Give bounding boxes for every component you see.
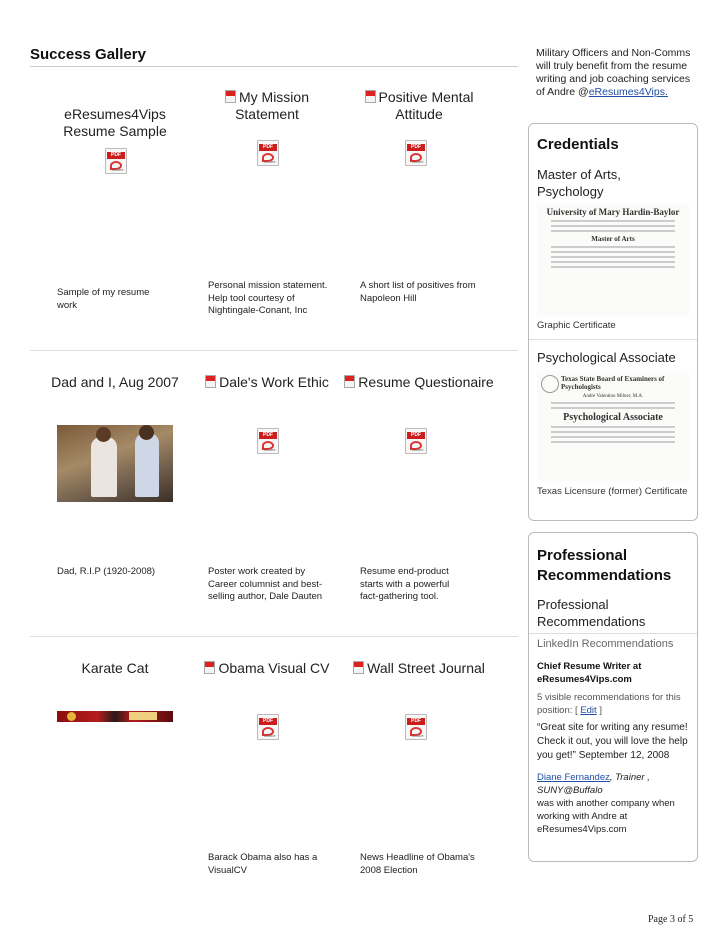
gallery-item-description: Barack Obama also has a VisualCV [208, 852, 318, 876]
karate-cat-banner[interactable] [57, 711, 173, 722]
top-divider [30, 66, 518, 67]
credentials-heading: Credentials [537, 136, 619, 153]
psych-associate-certificate[interactable] [537, 371, 689, 481]
dad-photo[interactable] [57, 425, 173, 502]
gallery-item-description: Resume end-product starts with a powerful fact-gathering tool. [360, 566, 450, 602]
gallery-item-title[interactable]: Resume Questionaire [344, 374, 494, 391]
gallery-item-title[interactable]: Wall Street Journal [344, 660, 494, 677]
recommendations-box [528, 532, 698, 862]
gallery-item-obama-cv[interactable] [192, 660, 342, 677]
gallery-item-description: Dad, R.I.P (1920-2008) [57, 566, 156, 577]
recommender-name-link[interactable]: Diane Fernandez [537, 772, 610, 783]
gallery-item-title[interactable]: eResumes4Vips Resume Sample [63, 106, 167, 139]
eresumes4vips-link[interactable]: eResumes4Vips. [588, 86, 668, 98]
gallery-item-resume-sample[interactable] [40, 106, 190, 140]
gallery-item-title[interactable]: My Mission Statement [192, 89, 342, 123]
cert1-header: University of Mary Hardin-Baylor [546, 207, 680, 217]
recommendations-heading: Professional Recommendations [537, 547, 672, 584]
cert2-header: Texas State Board of Examiners of Psychologists [561, 375, 665, 391]
gallery-title: Success Gallery [30, 46, 146, 63]
gallery-item-work-ethic[interactable] [192, 374, 342, 391]
position-title: Chief Resume Writer at eResumes4Vips.com [537, 661, 642, 685]
gallery-item-karate-cat[interactable] [40, 660, 190, 677]
pdf-small-icon [225, 90, 236, 103]
row-divider [30, 350, 518, 351]
pdf-small-icon [205, 375, 216, 388]
pdf-small-icon [353, 661, 364, 674]
recommendation-quote: “Great site for writing any resume! Check it out, you will love the help you get!” September 12, 2008 [537, 722, 688, 761]
gallery-item-dad[interactable] [40, 374, 190, 391]
page-number: Page 3 of 5 [648, 914, 694, 925]
pdf-icon[interactable]: PDF Adobe [257, 714, 279, 740]
gallery-item-description: Personal mission statement. Help tool courtesy of Nightingale-Conant, Inc [208, 280, 328, 316]
recommendations-subtitle: Professional Recommendations [537, 597, 646, 629]
cert2-title: Psychological Associate [563, 412, 663, 423]
gallery-item-questionaire[interactable] [344, 374, 494, 391]
credential-1-caption: Graphic Certificate [537, 320, 616, 331]
gallery-item-pma[interactable] [344, 89, 494, 123]
gallery-item-description: Sample of my resume work [57, 287, 150, 311]
visible-recommendations-text: 5 visible recommendations for this position: [ Edit ] [537, 692, 681, 716]
master-arts-certificate[interactable] [537, 204, 689, 316]
gallery-item-title[interactable]: Positive Mental Attitude [344, 89, 494, 123]
cert2-name: Andre Valentino Milner, M.A. [582, 394, 644, 399]
gallery-item-description: A short list of positives from Napoleon Hill [360, 280, 476, 304]
pdf-icon[interactable]: PDF Adobe [405, 140, 427, 166]
gallery-item-wsj[interactable] [344, 660, 494, 677]
gallery-item-title[interactable]: Karate Cat [81, 660, 149, 676]
gallery-item-title[interactable]: Dad and I, Aug 2007 [51, 374, 179, 390]
credential-2-caption: Texas Licensure (former) Certificate [537, 486, 688, 497]
pdf-icon[interactable]: PDF Adobe [105, 148, 127, 174]
row-divider [30, 636, 518, 637]
gallery-item-description: News Headline of Obama's 2008 Election [360, 852, 475, 876]
pdf-small-icon [365, 90, 376, 103]
credentials-divider [529, 339, 697, 340]
pdf-icon[interactable]: PDF Adobe [257, 140, 279, 166]
credential-psych-associate-title: Psychological Associate [537, 350, 676, 365]
gallery-item-mission-statement[interactable] [192, 89, 342, 123]
recommendations-divider [529, 633, 697, 634]
pdf-small-icon [204, 661, 215, 674]
recommender-info: Diane Fernandez, Trainer , SUNY@Buffalo was with another company when working with Andre at eResumes4Vips.com [537, 772, 675, 835]
seal-icon [541, 375, 559, 393]
pdf-small-icon [344, 375, 355, 388]
edit-link[interactable]: Edit [580, 705, 597, 716]
credential-master-arts-title: Master of Arts, Psychology [537, 167, 621, 199]
pdf-icon[interactable]: PDF Adobe [405, 428, 427, 454]
gallery-item-description: Poster work created by Career columnist and best-selling author, Dale Dauten [208, 566, 323, 602]
military-services-text: Military Officers and Non-Comms will truly benefit from the resume writing and job coaching services of Andre @eResumes4Vips. [536, 47, 691, 98]
gallery-item-title[interactable]: Dale's Work Ethic [192, 374, 342, 391]
pdf-icon[interactable]: PDF Adobe [257, 428, 279, 454]
cert1-degree: Master of Arts [591, 235, 635, 243]
credentials-box [528, 123, 698, 521]
gallery-item-title[interactable]: Obama Visual CV [192, 660, 342, 677]
pdf-icon[interactable]: PDF Adobe [405, 714, 427, 740]
linkedin-recommendations-label: LinkedIn Recommendations [537, 638, 674, 650]
